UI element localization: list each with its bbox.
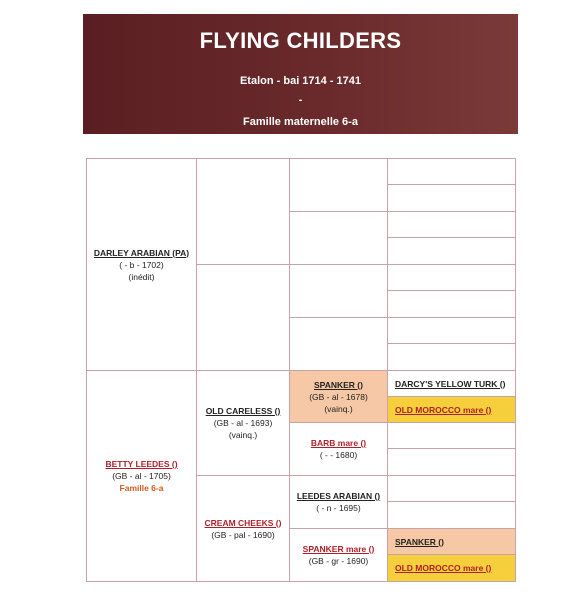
dam-cell (86, 370, 197, 582)
ggp-spanker-info: (GB - al - 1678) (309, 391, 368, 402)
sire-cell (86, 158, 197, 371)
dam-dam-info: (GB - pal - 1690) (211, 529, 275, 540)
dam-dam-cell (196, 475, 290, 582)
gen4-cell-11 (387, 422, 516, 449)
gen4-darcys-yellow-turk-cell (387, 370, 516, 397)
gen4-cell-12 (387, 448, 516, 476)
gen4-cell-8 (387, 343, 516, 371)
sire-name[interactable]: DARLEY ARABIAN (PA) (93, 247, 190, 258)
dam-sire-info: (GB - al - 1693) (213, 418, 273, 428)
ggp-barb-mare-info: ( - - 1680) (319, 450, 358, 460)
ggp-spanker-mare-cell (289, 528, 388, 582)
pedigree-header (83, 14, 518, 134)
ggp-spanker-note: (vainq.) (324, 403, 353, 414)
gen4-old-morocco-mare-cell-1 (387, 396, 516, 423)
gen4-cell-5 (387, 264, 516, 291)
header-separator: - (298, 94, 303, 106)
ggp-cell-3 (289, 264, 388, 318)
sire-note: (inédit) (128, 271, 155, 282)
gen4-old-morocco-mare-name-2[interactable]: OLD MOROCCO mare () (395, 563, 492, 573)
gen4-cell-2 (387, 184, 516, 212)
dam-sire-name[interactable]: OLD CARELESS () (205, 406, 281, 416)
gen4-cell-6 (387, 290, 516, 318)
ggp-barb-mare-name[interactable]: BARB mare () (310, 438, 367, 448)
horse-summary: Etalon - bai 1714 - 1741 (239, 75, 362, 87)
gen4-old-morocco-mare-name-1[interactable]: OLD MOROCCO mare () (395, 404, 492, 415)
page-title: FLYING CHILDERS (199, 28, 402, 53)
gen4-spanker-name[interactable]: SPANKER () (395, 536, 444, 547)
gen4-cell-14 (387, 501, 516, 529)
maternal-family: Famille maternelle 6-a (243, 116, 358, 128)
ggp-leedes-arabian-cell (289, 475, 388, 529)
dam-sire-cell (196, 370, 290, 476)
ggp-spanker-mare-info: (GB - gr - 1690) (308, 556, 369, 566)
dam-dam-name[interactable]: CREAM CHEEKS () (204, 517, 282, 528)
ggp-leedes-arabian-name[interactable]: LEEDES ARABIAN () (296, 491, 381, 501)
ggp-leedes-arabian-info: ( - n - 1695) (316, 503, 361, 513)
dam-name[interactable]: BETTY LEEDES () (105, 459, 178, 469)
gen4-spanker-cell (387, 528, 516, 555)
sire-info: ( - b - 1702) (119, 259, 164, 270)
gen4-cell-13 (387, 475, 516, 502)
grandparent-cell-1 (196, 158, 290, 265)
ggp-cell-1 (289, 158, 388, 212)
ggp-cell-2 (289, 211, 388, 265)
dam-family: Famille 6-a (119, 483, 164, 493)
ggp-cell-4 (289, 317, 388, 371)
gen4-cell-7 (387, 317, 516, 344)
ggp-barb-mare-cell (289, 422, 388, 476)
gen4-cell-1 (387, 158, 516, 185)
grandparent-cell-2 (196, 264, 290, 371)
gen4-cell-4 (387, 237, 516, 265)
gen4-darcys-yellow-turk-name[interactable]: DARCY'S YELLOW TURK () (395, 378, 506, 389)
dam-info: (GB - al - 1705) (112, 471, 171, 481)
gen4-old-morocco-mare-cell-2 (387, 554, 516, 582)
ggp-spanker-name[interactable]: SPANKER () (314, 379, 363, 390)
ggp-spanker-mare-name[interactable]: SPANKER mare () (302, 544, 375, 554)
gen4-cell-3 (387, 211, 516, 238)
ggp-spanker-cell (289, 370, 388, 423)
dam-sire-note: (vainq.) (228, 430, 258, 440)
